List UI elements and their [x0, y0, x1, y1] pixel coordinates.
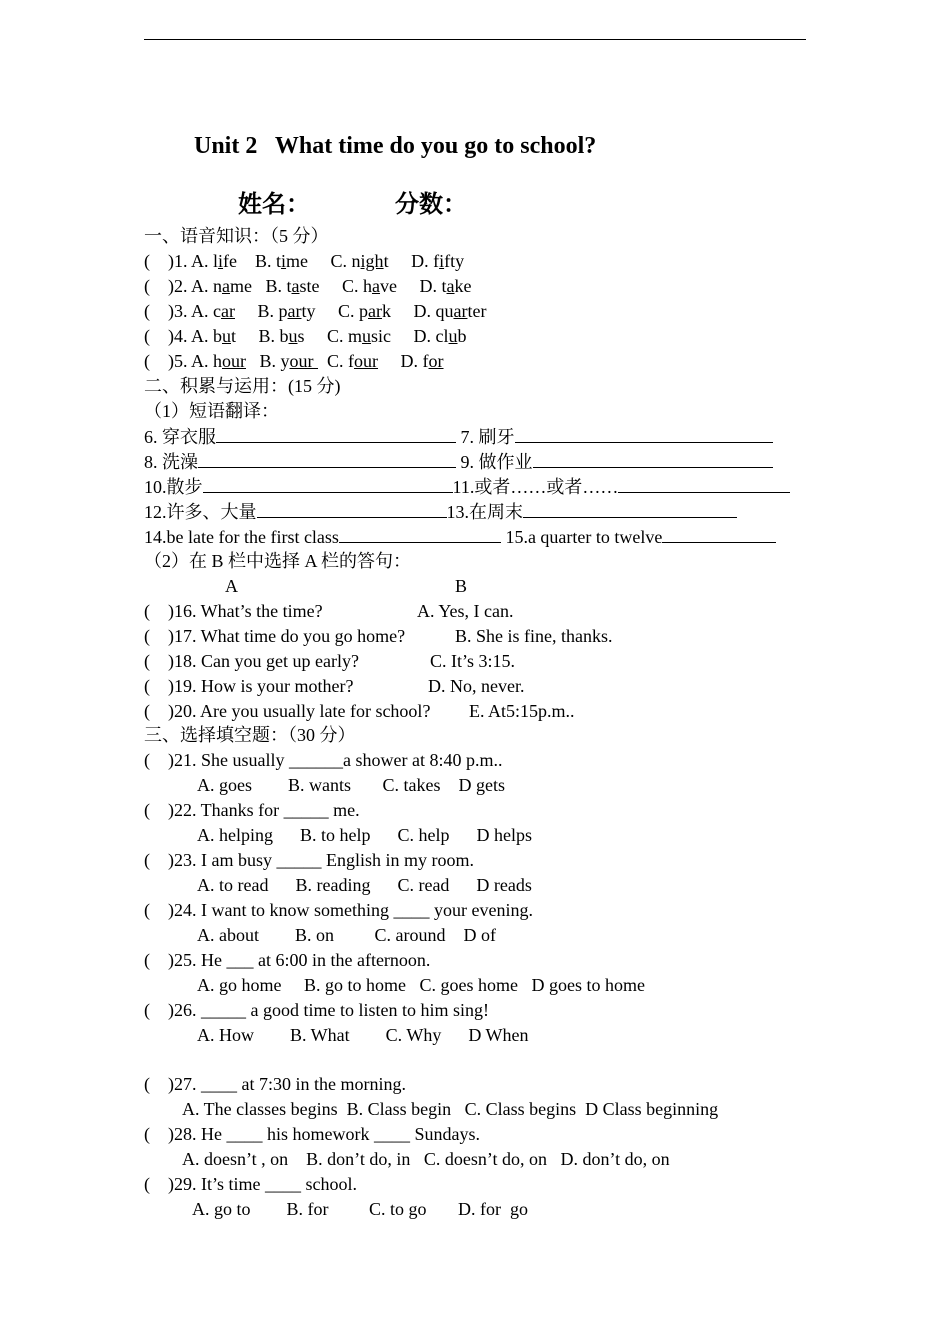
- phonetic-question: ( )4. A. but B. bus C. music D. club: [144, 326, 467, 346]
- mc-question: ( )27. ____ at 7:30 in the morning.: [144, 1074, 406, 1094]
- phrase-row: 8. 洗澡 9. 做作业: [144, 451, 773, 472]
- mc-options: A. go home B. go to home C. goes home D goes to home: [197, 975, 645, 995]
- mc-question: ( )21. She usually ______a shower at 8:40 p.m..: [144, 750, 503, 770]
- mc-options: A. helping B. to help C. help D helps: [197, 825, 532, 845]
- section-2-heading: 二、积累与运用：(15 分): [144, 376, 341, 396]
- phrase-row: 12.许多、大量 13.在周末: [144, 501, 737, 522]
- match-answer: D. No, never.: [428, 676, 525, 696]
- mc-options: A. How B. What C. Why D When: [197, 1025, 529, 1045]
- phonetic-question: ( )2. A. name B. taste C. have D. take: [144, 276, 472, 296]
- match-answer: B. She is fine, thanks.: [455, 626, 613, 646]
- mc-question: ( )23. I am busy _____ English in my room.: [144, 850, 474, 870]
- mc-options: A. about B. on C. around D of: [197, 925, 496, 945]
- mc-options: A. to read B. reading C. read D reads: [197, 875, 532, 895]
- section-3-heading: 三、选择填空题：（30 分）: [144, 725, 356, 745]
- column-b-header: B: [455, 576, 468, 596]
- mc-options: A. go to B. for C. to go D. for go: [192, 1199, 528, 1219]
- column-a-header: A: [225, 576, 238, 596]
- phonetic-question: ( )5. A. hour B. your C. four D. for: [144, 351, 444, 371]
- section-1-heading: 一、语音知识：（5 分）: [144, 226, 329, 246]
- name-label: 姓名：: [238, 192, 310, 218]
- phrase-row: 14.be late for the first class 15.a quarter to twelve: [144, 526, 776, 547]
- score-label: 分数：: [395, 192, 467, 218]
- page-title: Unit 2 What time do you go to school?: [194, 133, 597, 159]
- mc-options: A. goes B. wants C. takes D gets: [197, 775, 505, 795]
- phonetic-question: ( )3. A. car B. party C. park D. quarter: [144, 301, 487, 321]
- subsection-matching: （2）在 B 栏中选择 A 栏的答句：: [144, 551, 412, 571]
- phonetic-question: ( )1. A. life B. time C. night D. fifty: [144, 251, 465, 271]
- mc-options: A. doesn’t , on B. don’t do, in C. doesn’t do, on D. don’t do, on: [182, 1149, 670, 1169]
- match-question: ( )20. Are you usually late for school?: [144, 701, 431, 721]
- subsection-translation: （1）短语翻译：: [144, 401, 279, 421]
- match-answer: C. It’s 3:15.: [430, 651, 516, 671]
- mc-question: ( )25. He ___ at 6:00 in the afternoon.: [144, 950, 431, 970]
- mc-question: ( )26. _____ a good time to listen to him sing!: [144, 1000, 489, 1020]
- mc-question: ( )24. I want to know something ____ your evening.: [144, 900, 533, 920]
- phrase-row: 10.散步 11.或者……或者……: [144, 476, 790, 497]
- match-question: ( )16. What’s the time?: [144, 601, 323, 621]
- mc-question: ( )28. He ____ his homework ____ Sundays.: [144, 1124, 480, 1144]
- match-question: ( )19. How is your mother?: [144, 676, 354, 696]
- match-question: ( )17. What time do you go home?: [144, 626, 406, 646]
- phrase-row: 6. 穿衣服 7. 刷牙: [144, 426, 773, 447]
- mc-options: A. The classes begins B. Class begin C. Class begins D Class beginning: [182, 1099, 719, 1119]
- header-rule: [144, 39, 806, 40]
- match-answer: E. At5:15p.m..: [469, 701, 575, 721]
- name-score-row: [238, 184, 467, 219]
- mc-question: ( )29. It’s time ____ school.: [144, 1174, 357, 1194]
- mc-question: ( )22. Thanks for _____ me.: [144, 800, 360, 820]
- match-answer: A. Yes, I can.: [417, 601, 514, 621]
- match-question: ( )18. Can you get up early?: [144, 651, 359, 671]
